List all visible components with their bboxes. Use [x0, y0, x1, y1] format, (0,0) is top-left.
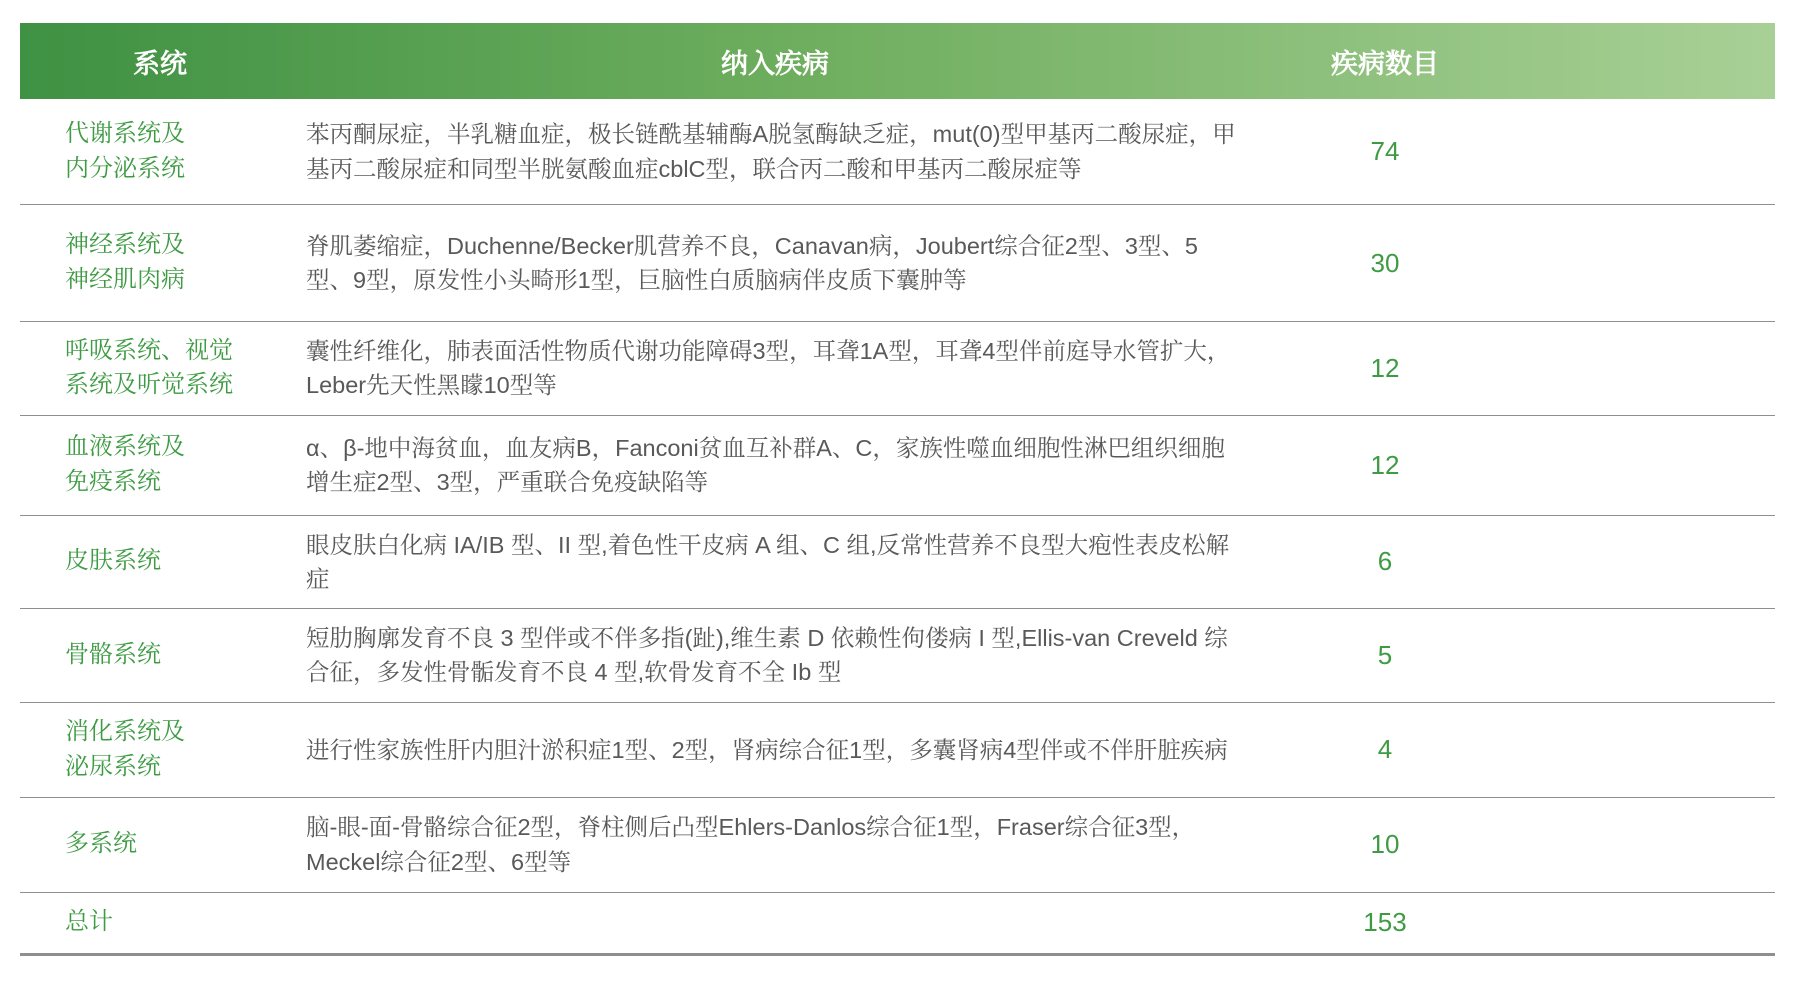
- diseases-cell: 短肋胸廓发育不良 3 型伴或不伴多指(趾),维生素 D 依赖性佝偻病 I 型,Ellis-van Creveld 综合征，多发性骨骺发育不良 4 型,软骨发育不全 Ib 型: [306, 625, 1228, 686]
- count-cell: 12: [1370, 449, 1400, 480]
- header-included-diseases: 纳入疾病: [721, 48, 829, 79]
- table-row: [20, 703, 1775, 798]
- count-cell: 10: [1370, 829, 1400, 860]
- table-total-row: [20, 893, 1775, 956]
- system-cell: 消化系统及 泌尿系统: [65, 717, 185, 780]
- count-cell: 30: [1370, 247, 1400, 278]
- system-cell: 多系统: [65, 830, 137, 858]
- total-label-cell: 总计: [65, 908, 113, 936]
- diseases-cell: 眼皮肤白化病 IA/IB 型、II 型,着色性干皮病 A 组、C 组,反常性营养不良型大疱性表皮松解症: [306, 531, 1230, 592]
- count-cell: 12: [1370, 352, 1400, 383]
- system-cell: 骨骼系统: [65, 641, 161, 669]
- diseases-cell: 进行性家族性肝内胆汁淤积症1型、2型，肾病综合征1型，多囊肾病4型伴或不伴肝脏疾病: [306, 736, 1228, 763]
- table-row: [20, 609, 1775, 703]
- total-count-cell: 153: [1363, 907, 1407, 938]
- system-cell: 代谢系统及 内分泌系统: [65, 119, 185, 182]
- system-cell: 皮肤系统: [65, 547, 161, 575]
- table-row: [20, 99, 1775, 205]
- table-row: [20, 798, 1775, 893]
- disease-systems-table: [20, 23, 1775, 956]
- header-system: 系统: [133, 48, 187, 79]
- system-cell: 呼吸系统、视觉 系统及听觉系统: [65, 336, 233, 399]
- diseases-cell: α、β-地中海贫血，血友病B，Fanconi贫血互补群A、C，家族性噬血细胞性淋巴组织细胞增生症2型、3型，严重联合免疫缺陷等: [306, 434, 1225, 496]
- diseases-cell: [300, 911, 1250, 935]
- table-row: [20, 205, 1775, 322]
- count-cell: 5: [1377, 639, 1393, 670]
- table-row: [20, 516, 1775, 610]
- diseases-cell: 脊肌萎缩症，Duchenne/Becker肌营养不良，Canavan病，Joubert综合征2型、3型、5型、9型，原发性小头畸形1型，巨脑性白质脑病伴皮质下囊肿等: [306, 232, 1198, 293]
- table-row: [20, 416, 1775, 516]
- count-cell: 6: [1377, 546, 1393, 577]
- count-cell: 74: [1370, 136, 1400, 166]
- diseases-cell: 囊性纤维化，肺表面活性物质代谢功能障碍3型，耳聋1A型，耳聋4型伴前庭导水管扩大，Leber先天性黑矇10型等: [306, 338, 1231, 399]
- count-cell: 4: [1377, 734, 1393, 765]
- system-cell: 神经系统及 神经肌肉病: [65, 231, 185, 293]
- diseases-cell: 苯丙酮尿症，半乳糖血症，极长链酰基辅酶A脱氢酶缺乏症，mut(0)型甲基丙二酸尿症，甲基丙二酸尿症和同型半胱氨酸血症cblC型，联合丙二酸和甲基丙二酸尿症等: [306, 121, 1236, 182]
- table-row: [20, 322, 1775, 416]
- system-cell: 血液系统及 免疫系统: [65, 433, 185, 496]
- table-header-row: [20, 23, 1775, 99]
- header-disease-count: 疾病数目: [1331, 48, 1439, 79]
- diseases-cell: 脑-眼-面-骨骼综合征2型，脊柱侧后凸型Ehlers-Danlos综合征1型，Fraser综合征3型，Meckel综合征2型、6型等: [306, 814, 1196, 875]
